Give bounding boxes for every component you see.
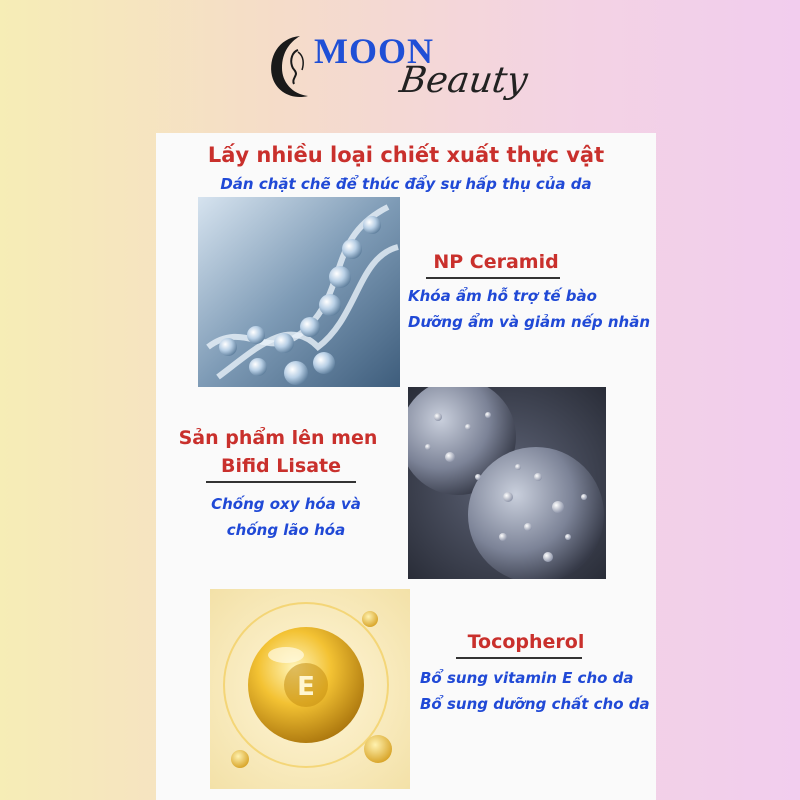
logo-beauty-text: Beauty — [397, 60, 531, 101]
page-subtitle: Dán chặt chẽ để thúc đẩy sự hấp thụ của da — [220, 175, 592, 193]
ceramid-underline — [426, 277, 560, 279]
vitamin-e-image — [210, 589, 410, 789]
bifid-line-1: Chống oxy hóa và — [211, 495, 361, 513]
page-title: Lấy nhiều loại chiết xuất thực vật — [207, 143, 605, 167]
vitamin-e-label: E — [297, 672, 315, 702]
bifid-heading: Bifid Lisate — [220, 455, 341, 477]
ceramid-heading: NP Ceramid — [433, 251, 559, 273]
tocopherol-heading: Tocopherol — [467, 631, 585, 653]
bubbles-image — [408, 387, 606, 579]
bifid-line-2: chống lão hóa — [226, 521, 346, 539]
ceramid-line-1: Khóa ẩm hỗ trợ tế bào — [408, 287, 597, 305]
dna-helix-image — [198, 197, 400, 387]
moon-beauty-logo — [262, 24, 542, 116]
logo-moon-text: MOON — [314, 31, 434, 71]
ferment-heading-top: Sản phẩm lên men — [178, 427, 378, 449]
tocopherol-line-2: Bổ sung dưỡng chất cho da — [420, 695, 650, 713]
tocopherol-line-1: Bổ sung vitamin E cho da — [420, 669, 634, 687]
bifid-underline — [206, 481, 356, 483]
ceramid-line-2: Dưỡng ẩm và giảm nếp nhăn — [408, 313, 650, 331]
woman-profile-moon-icon — [262, 28, 322, 108]
ingredients-card — [156, 133, 656, 800]
tocopherol-underline — [456, 657, 582, 659]
